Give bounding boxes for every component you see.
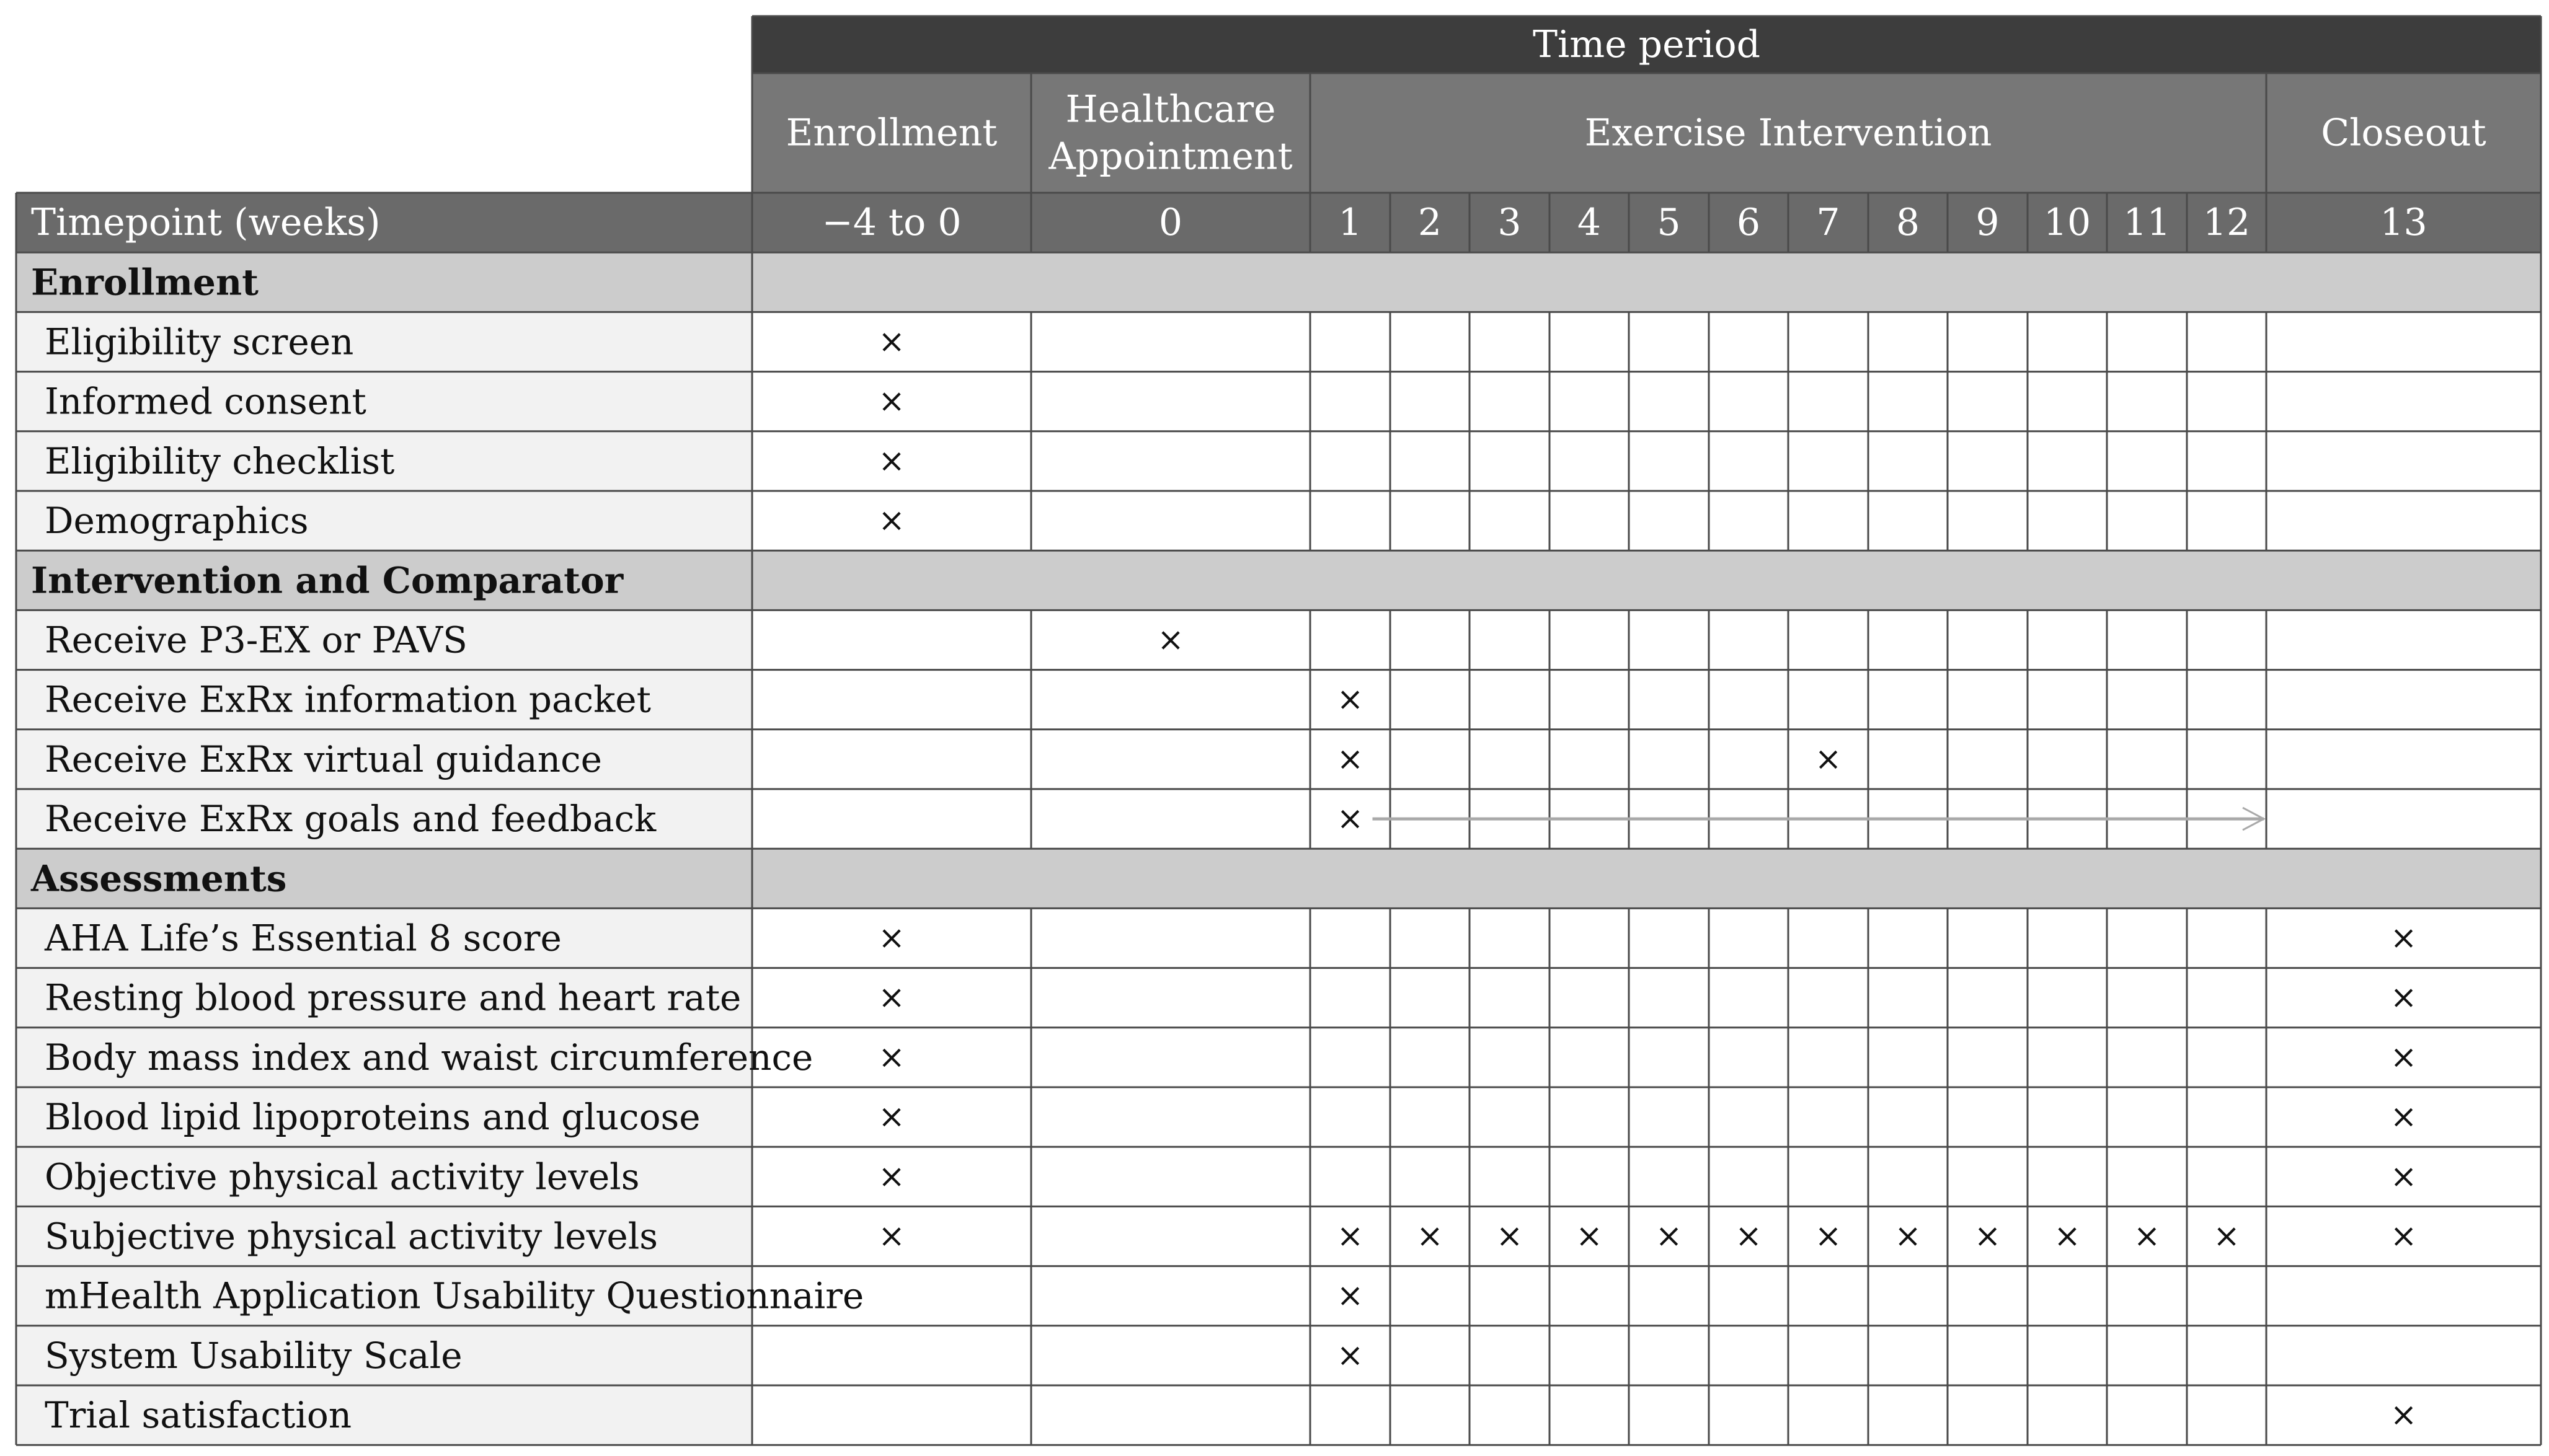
group-healthcare-appointment: Healthcare Appointment [1048, 87, 1293, 179]
schedule-mark: × [2390, 979, 2418, 1017]
schedule-mark: × [2054, 1217, 2081, 1255]
row-label: System Usability Scale [45, 1334, 463, 1377]
schedule-mark: × [1336, 800, 1364, 838]
row-label: Subjective physical activity levels [45, 1215, 658, 1258]
row-label: AHA Life’s Essential 8 score [45, 917, 562, 960]
timepoint-1: 0 [1158, 201, 1183, 245]
schedule-mark: × [2390, 919, 2418, 957]
section-bar [16, 849, 2541, 908]
row-label: Resting blood pressure and heart rate [45, 976, 742, 1019]
schedule-mark: × [878, 382, 905, 420]
schedule-mark: × [1974, 1217, 2002, 1255]
schedule-mark: × [1814, 1217, 1842, 1255]
row-label: mHealth Application Usability Questionnaire [45, 1274, 864, 1317]
timepoint-9: 8 [1895, 201, 1920, 245]
section-bar [16, 252, 2541, 312]
schedule-mark: × [1735, 1217, 1762, 1255]
timepoint-label: Timepoint (weeks) [31, 201, 381, 245]
schedule-mark: × [878, 1038, 905, 1076]
schedule-mark: × [2390, 1038, 2418, 1076]
row-label: Receive ExRx information packet [45, 678, 651, 721]
schedule-mark: × [2390, 1098, 2418, 1136]
timepoint-13: 12 [2202, 201, 2251, 245]
schedule-mark: × [1336, 681, 1364, 718]
group-enrollment: Enrollment [786, 111, 998, 155]
schedule-mark: × [878, 1217, 905, 1255]
schedule-mark: × [1336, 740, 1364, 778]
timepoint-12: 11 [2123, 201, 2171, 245]
schedule-mark: × [1894, 1217, 1922, 1255]
schedule-mark: × [878, 502, 905, 540]
row-label: Eligibility checklist [45, 439, 395, 482]
section-title: Enrollment [31, 261, 259, 304]
section-title: Intervention and Comparator [31, 559, 624, 602]
row-label: Receive ExRx goals and feedback [45, 798, 657, 841]
schedule-mark: × [878, 919, 905, 957]
schedule-mark: × [878, 1158, 905, 1196]
schedule-mark: × [2390, 1158, 2418, 1196]
schedule-mark: × [2213, 1217, 2240, 1255]
timepoint-5: 4 [1577, 201, 1602, 245]
row-label: Trial satisfaction [45, 1394, 352, 1437]
timepoint-0: −4 to 0 [822, 201, 962, 245]
schedule-mark: × [1336, 1336, 1364, 1374]
schedule-mark: × [2390, 1217, 2418, 1255]
row-label: Body mass index and waist circumference [45, 1036, 813, 1079]
timepoint-7: 6 [1736, 201, 1761, 245]
row-label: Blood lipid lipoproteins and glucose [45, 1096, 701, 1139]
timepoint-11: 10 [2043, 201, 2091, 245]
group-exercise-intervention: Exercise Intervention [1584, 111, 1992, 155]
schedule-mark: × [1336, 1217, 1364, 1255]
row-label: Receive P3-EX or PAVS [45, 619, 468, 661]
timepoint-8: 7 [1816, 201, 1840, 245]
row-label: Receive ExRx virtual guidance [45, 738, 602, 780]
schedule-mark: × [878, 979, 905, 1017]
row-label: Informed consent [45, 380, 366, 423]
schedule-mark: × [878, 442, 905, 480]
schedule-mark: × [878, 323, 905, 361]
row-label: Objective physical activity levels [45, 1155, 640, 1198]
schedule-mark: × [1814, 740, 1842, 778]
timepoint-4: 3 [1497, 201, 1522, 245]
timepoint-6: 5 [1657, 201, 1681, 245]
row-label: Demographics [45, 500, 309, 542]
schedule-mark: × [2133, 1217, 2161, 1255]
schedule-mark: × [1336, 1277, 1364, 1315]
schedule-mark: × [1496, 1217, 1523, 1255]
row-label: Eligibility screen [45, 320, 354, 363]
schedule-mark: × [2390, 1396, 2418, 1434]
schedule-mark: × [1655, 1217, 1683, 1255]
timepoint-2: 1 [1338, 201, 1362, 245]
schedule-mark: × [1157, 621, 1184, 659]
timepoint-10: 9 [1975, 201, 2000, 245]
group-closeout: Closeout [2321, 111, 2486, 155]
time-period-title: Time period [1532, 23, 1761, 66]
schedule-mark: × [878, 1098, 905, 1136]
schedule-mark: × [1416, 1217, 1443, 1255]
schedule-mark: × [1576, 1217, 1603, 1255]
section-title: Assessments [31, 857, 287, 900]
timepoint-14: 13 [2380, 201, 2427, 245]
timepoint-3: 2 [1417, 201, 1442, 245]
